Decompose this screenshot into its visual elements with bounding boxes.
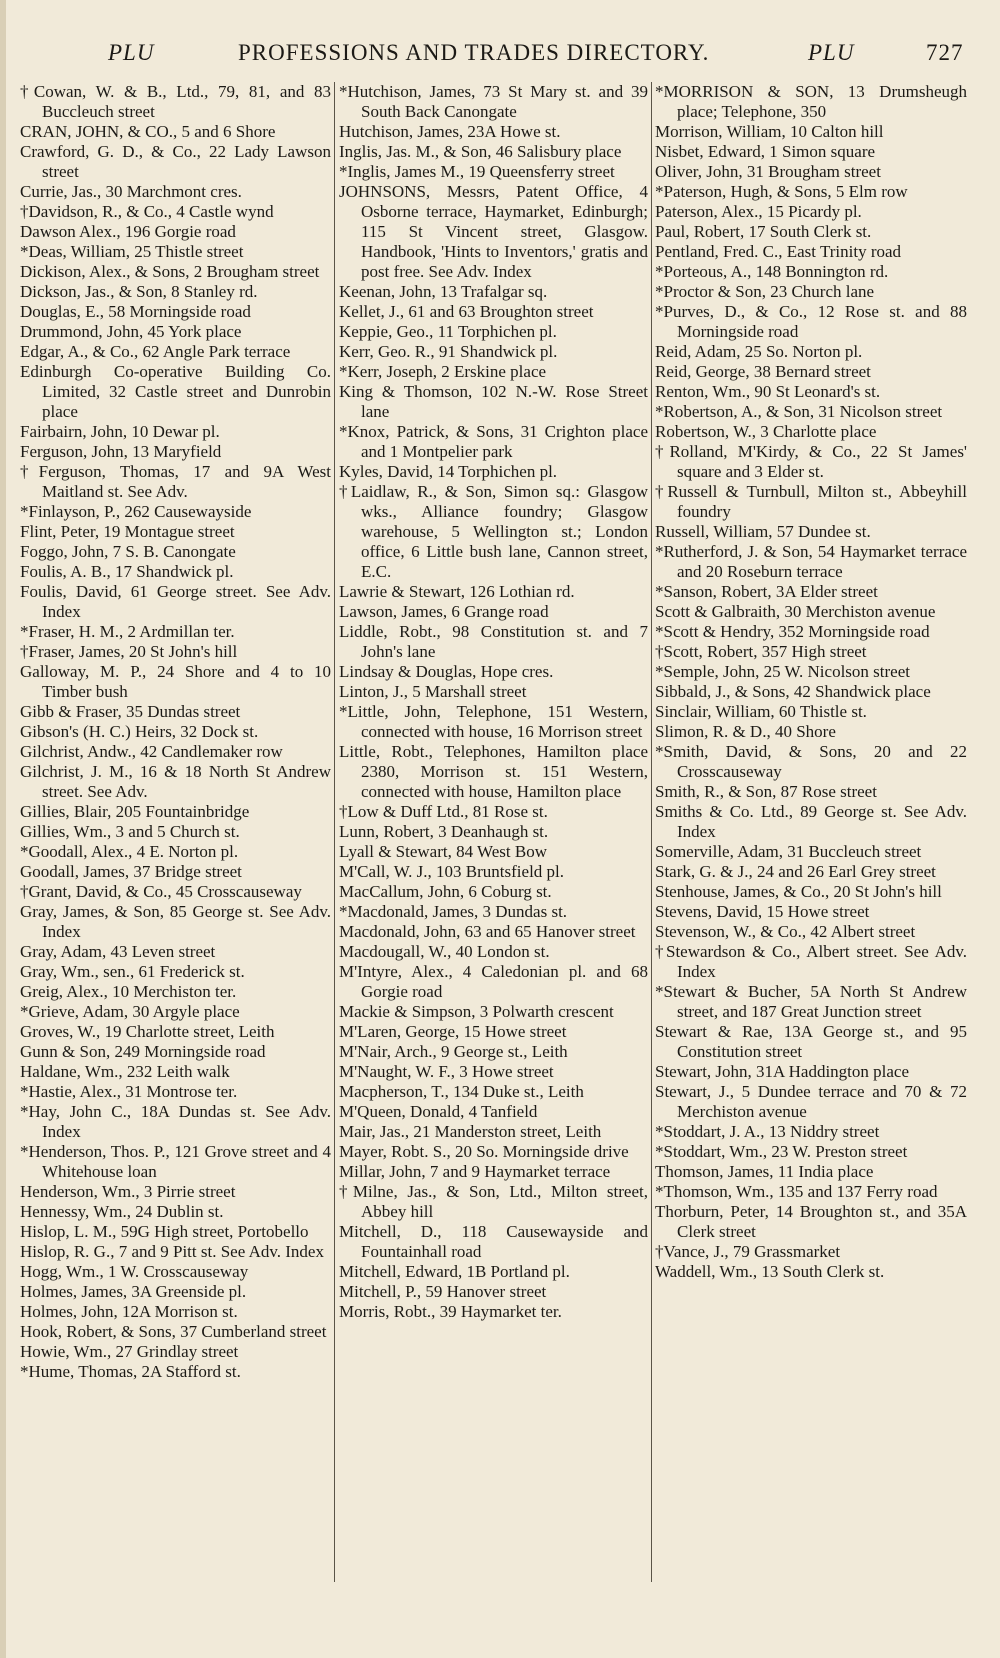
directory-entry: Slimon, R. & D., 40 Shore [655,722,836,741]
directory-entry: Haldane, Wm., 232 Leith walk [20,1062,230,1081]
directory-entry: Lawrie & Stewart, 126 Lothian rd. [339,582,575,601]
directory-entry: Hislop, R. G., 7 and 9 Pitt st. See Adv. Index [20,1242,324,1261]
directory-entry: *Grieve, Adam, 30 Argyle place [20,1002,240,1021]
page-header [20,40,980,76]
directory-entry: Lyall & Stewart, 84 West Bow [339,842,547,861]
directory-entry: Mayer, Robt. S., 20 So. Morningside drive [339,1142,629,1161]
column-divider [334,82,335,1582]
directory-entry: Stewart & Rae, 13A George st., and 95 Constitution street [655,1022,967,1061]
directory-entry: Gillies, Wm., 3 and 5 Church st. [20,822,240,841]
directory-entry: Crawford, G. D., & Co., 22 Lady Lawson street [20,142,331,181]
directory-entry: Gilchrist, J. M., 16 & 18 North St Andrew street. See Adv. [20,762,331,801]
directory-entry: Macpherson, T., 134 Duke st., Leith [339,1082,584,1101]
directory-entry: *Goodall, Alex., 4 E. Norton pl. [20,842,239,861]
directory-entry: Thomson, James, 11 India place [655,1162,874,1181]
directory-entry: *Inglis, James M., 19 Queensferry street [339,162,615,181]
directory-entry: Edinburgh Co-operative Building Co. Limited, 32 Castle street and Dunrobin place [20,362,331,421]
directory-entry: Stark, G. & J., 24 and 26 Earl Grey street [655,862,936,881]
directory-entry: Lawson, James, 6 Grange road [339,602,549,621]
directory-entry: *Purves, D., & Co., 12 Rose st. and 88 Morningside road [655,302,967,341]
directory-entry: †Low & Duff Ltd., 81 Rose st. [339,802,548,821]
directory-entry: Douglas, E., 58 Morningside road [20,302,251,321]
directory-entry: Morris, Robt., 39 Haymarket ter. [339,1302,562,1321]
directory-entry: M'Intyre, Alex., 4 Caledonian pl. and 68 Gorgie road [339,962,648,1001]
directory-entry: Mitchell, D., 118 Causewayside and Fountainhall road [339,1222,648,1261]
directory-entry: Groves, W., 19 Charlotte street, Leith [20,1022,275,1041]
directory-entry: Drummond, John, 45 York place [20,322,242,341]
directory-entry: Kyles, David, 14 Torphichen pl. [339,462,558,481]
directory-entry: *Kerr, Joseph, 2 Erskine place [339,362,547,381]
directory-entry: Stewart, John, 31A Haddington place [655,1062,910,1081]
directory-entry: JOHNSONS, Messrs, Patent Office, 4 Osborne terrace, Haymarket, Edinburgh; 115 St Vincent street, Glasgow. Handbook, 'Hints to Inventors,' gratis and post free. See Adv. Index [339,182,648,281]
directory-entry: Renton, Wm., 90 St Leonard's st. [655,382,881,401]
directory-entry: Robertson, W., 3 Charlotte place [655,422,877,441]
directory-entry: *Stoddart, Wm., 23 W. Preston street [655,1142,908,1161]
directory-entry: Currie, Jas., 30 Marchmont cres. [20,182,242,201]
directory-entry: Flint, Peter, 19 Montague street [20,522,235,541]
directory-entry: †Grant, David, & Co., 45 Crosscauseway [20,882,302,901]
directory-entry: Macdonald, John, 63 and 65 Hanover street [339,922,636,941]
directory-entry: Gibson's (H. C.) Heirs, 32 Dock st. [20,722,259,741]
directory-entry: Hook, Robert, & Sons, 37 Cumberland street [20,1322,327,1341]
directory-entry: Hogg, Wm., 1 W. Crosscauseway [20,1262,249,1281]
directory-entry: *Sanson, Robert, 3A Elder street [655,582,878,601]
directory-entry: CRAN, JOHN, & CO., 5 and 6 Shore [20,122,276,141]
directory-entry: Mackie & Simpson, 3 Polwarth crescent [339,1002,614,1021]
directory-entry: †Russell & Turnbull, Milton st., Abbeyhill foundry [655,482,967,521]
directory-entry: Stevens, David, 15 Howe street [655,902,870,921]
header-right-keyword: PLU [808,40,855,65]
directory-entry: *Little, John, Telephone, 151 Western, connected with house, 16 Morrison street [339,702,648,741]
directory-entry: †Stewardson & Co., Albert street. See Adv. Index [655,942,967,981]
directory-entry: Millar, John, 7 and 9 Haymarket terrace [339,1162,611,1181]
directory-entry: Smith, R., & Son, 87 Rose street [655,782,877,801]
directory-entry: Linton, J., 5 Marshall street [339,682,527,701]
directory-entry: *Rutherford, J. & Son, 54 Haymarket terrace and 20 Roseburn terrace [655,542,967,581]
directory-entry: †Fraser, James, 20 St John's hill [20,642,238,661]
directory-entry: Mitchell, Edward, 1B Portland pl. [339,1262,570,1281]
directory-entry: Paterson, Alex., 15 Picardy pl. [655,202,862,221]
directory-entry: Dawson Alex., 196 Gorgie road [20,222,236,241]
directory-entry: Stenhouse, James, & Co., 20 St John's hill [655,882,942,901]
directory-entry: *Paterson, Hugh, & Sons, 5 Elm row [655,182,908,201]
directory-entry: *Deas, William, 25 Thistle street [20,242,244,261]
directory-entry: †Rolland, M'Kirdy, & Co., 22 St James' square and 3 Elder st. [655,442,967,481]
directory-entry: Mitchell, P., 59 Hanover street [339,1282,547,1301]
directory-entry: *Hutchison, James, 73 St Mary st. and 39 South Back Canongate [339,82,648,121]
directory-entry: Keppie, Geo., 11 Torphichen pl. [339,322,557,341]
directory-entry: †Vance, J., 79 Grassmarket [655,1242,841,1261]
page-number: 727 [926,40,964,65]
directory-entry: Edgar, A., & Co., 62 Angle Park terrace [20,342,291,361]
book-spine-edge [0,0,6,1658]
directory-entry: Kellet, J., 61 and 63 Broughton street [339,302,594,321]
directory-entry: Somerville, Adam, 31 Buccleuch street [655,842,922,861]
directory-entry: †Ferguson, Thomas, 17 and 9A West Maitland st. See Adv. [20,462,331,501]
directory-entry: Gray, James, & Son, 85 George st. See Adv. Index [20,902,331,941]
directory-entry: *Smith, David, & Sons, 20 and 22 Crosscauseway [655,742,967,781]
directory-entry: Inglis, Jas. M., & Son, 46 Salisbury place [339,142,622,161]
directory-entry: *Thomson, Wm., 135 and 137 Ferry road [655,1182,938,1201]
directory-entry: Goodall, James, 37 Bridge street [20,862,242,881]
directory-entry: Hennessy, Wm., 24 Dublin st. [20,1202,224,1221]
directory-entry: *Hastie, Alex., 31 Montrose ter. [20,1082,238,1101]
directory-entry: †Cowan, W. & B., Ltd., 79, 81, and 83 Buccleuch street [20,82,331,121]
directory-entry: Morrison, William, 10 Calton hill [655,122,884,141]
directory-entry: *Stewart & Bucher, 5A North St Andrew street, and 187 Great Junction street [655,982,967,1021]
directory-entry: Greig, Alex., 10 Merchiston ter. [20,982,237,1001]
directory-entry: Galloway, M. P., 24 Shore and 4 to 10 Timber bush [20,662,331,701]
directory-entry: *Stoddart, J. A., 13 Niddry street [655,1122,880,1141]
directory-entry: †Davidson, R., & Co., 4 Castle wynd [20,202,274,221]
directory-entry: *Hay, John C., 18A Dundas st. See Adv. Index [20,1102,331,1141]
directory-entry: M'Laren, George, 15 Howe street [339,1022,567,1041]
directory-entry: Gray, Adam, 43 Leven street [20,942,216,961]
directory-entry: Gibb & Fraser, 35 Dundas street [20,702,241,721]
header-title: PROFESSIONS AND TRADES DIRECTORY. [238,40,710,65]
directory-entry: Thorburn, Peter, 14 Broughton st., and 35A Clerk street [655,1202,967,1241]
directory-entry: Ferguson, John, 13 Maryfield [20,442,222,461]
directory-entry: †Laidlaw, R., & Son, Simon sq.: Glasgow wks., Alliance foundry; Glasgow warehouse, 5 Wellington st.; London office, 6 Little bush lane, Cannon street, E.C. [339,482,648,581]
directory-entry: *Finlayson, P., 262 Causewayside [20,502,252,521]
directory-column-3 [655,82,967,1642]
directory-entry: M'Nair, Arch., 9 George st., Leith [339,1042,568,1061]
directory-entry: Gilchrist, Andw., 42 Candlemaker row [20,742,283,761]
directory-entry: *Proctor & Son, 23 Church lane [655,282,875,301]
directory-entry: Reid, Adam, 25 So. Norton pl. [655,342,863,361]
directory-entry: *MORRISON & SON, 13 Drumsheugh place; Telephone, 350 [655,82,967,121]
directory-entry: Foulis, David, 61 George street. See Adv. Index [20,582,331,621]
directory-entry: Henderson, Wm., 3 Pirrie street [20,1182,236,1201]
directory-entry: Mair, Jas., 21 Manderston street, Leith [339,1122,602,1141]
directory-entry: *Henderson, Thos. P., 121 Grove street and 4 Whitehouse loan [20,1142,331,1181]
directory-entry: †Milne, Jas., & Son, Ltd., Milton street, Abbey hill [339,1182,648,1221]
directory-entry: Smiths & Co. Ltd., 89 George st. See Adv. Index [655,802,967,841]
directory-entry: M'Queen, Donald, 4 Tanfield [339,1102,538,1121]
directory-entry: Macdougall, W., 40 London st. [339,942,550,961]
directory-entry: Reid, George, 38 Bernard street [655,362,871,381]
directory-entry: *Fraser, H. M., 2 Ardmillan ter. [20,622,235,641]
header-left-keyword: PLU [108,40,155,65]
directory-entry: *Porteous, A., 148 Bonnington rd. [655,262,889,281]
directory-entry: Keenan, John, 13 Trafalgar sq. [339,282,548,301]
directory-entry: *Scott & Hendry, 352 Morningside road [655,622,930,641]
column-divider [651,82,652,1582]
directory-entry: Sibbald, J., & Sons, 42 Shandwick place [655,682,931,701]
directory-entry: Waddell, Wm., 13 South Clerk st. [655,1262,885,1281]
directory-entry: Foggo, John, 7 S. B. Canongate [20,542,236,561]
directory-entry: Scott & Galbraith, 30 Merchiston avenue [655,602,936,621]
directory-entry: Lindsay & Douglas, Hope cres. [339,662,554,681]
directory-entry: *Knox, Patrick, & Sons, 31 Crighton place and 1 Montpelier park [339,422,648,461]
directory-entry: Fairbairn, John, 10 Dewar pl. [20,422,220,441]
directory-entry: *Hume, Thomas, 2A Stafford st. [20,1362,241,1381]
directory-entry: Holmes, James, 3A Greenside pl. [20,1282,247,1301]
directory-entry: Pentland, Fred. C., East Trinity road [655,242,902,261]
directory-entry: *Macdonald, James, 3 Dundas st. [339,902,568,921]
directory-entry: Stewart, J., 5 Dundee terrace and 70 & 72 Merchiston avenue [655,1082,967,1121]
directory-entry: Gillies, Blair, 205 Fountainbridge [20,802,250,821]
directory-entry: Russell, William, 57 Dundee st. [655,522,871,541]
directory-column-1 [20,82,331,1642]
directory-entry: Oliver, John, 31 Brougham street [655,162,881,181]
directory-entry: King & Thomson, 102 N.-W. Rose Street lane [339,382,648,421]
directory-entry: M'Naught, W. F., 3 Howe street [339,1062,554,1081]
directory-entry: Holmes, John, 12A Morrison st. [20,1302,238,1321]
directory-entry: *Semple, John, 25 W. Nicolson street [655,662,910,681]
directory-entry: Foulis, A. B., 17 Shandwick pl. [20,562,234,581]
directory-entry: MacCallum, John, 6 Coburg st. [339,882,552,901]
directory-entry: M'Call, W. J., 103 Bruntsfield pl. [339,862,565,881]
directory-entry: Nisbet, Edward, 1 Simon square [655,142,876,161]
directory-entry: Paul, Robert, 17 South Clerk st. [655,222,872,241]
directory-entry: Liddle, Robt., 98 Constitution st. and 7 John's lane [339,622,648,661]
directory-entry: Dickson, Jas., & Son, 8 Stanley rd. [20,282,258,301]
directory-entry: Stevenson, W., & Co., 42 Albert street [655,922,916,941]
directory-entry: Howie, Wm., 27 Grindlay street [20,1342,239,1361]
directory-entry: Sinclair, William, 60 Thistle st. [655,702,867,721]
directory-entry: Lunn, Robert, 3 Deanhaugh st. [339,822,549,841]
directory-entry: Dickison, Alex., & Sons, 2 Brougham street [20,262,320,281]
directory-entry: *Robertson, A., & Son, 31 Nicolson street [655,402,943,421]
directory-entry: Gray, Wm., sen., 61 Frederick st. [20,962,245,981]
directory-column-2 [339,82,648,1642]
directory-entry: Gunn & Son, 249 Morningside road [20,1042,266,1061]
directory-entry: †Scott, Robert, 357 High street [655,642,867,661]
directory-entry: Hislop, L. M., 59G High street, Portobello [20,1222,309,1241]
directory-entry: Kerr, Geo. R., 91 Shandwick pl. [339,342,558,361]
directory-entry: Hutchison, James, 23A Howe st. [339,122,561,141]
directory-entry: Little, Robt., Telephones, Hamilton place 2380, Morrison st. 151 Western, connected with house, Hamilton place [339,742,648,801]
